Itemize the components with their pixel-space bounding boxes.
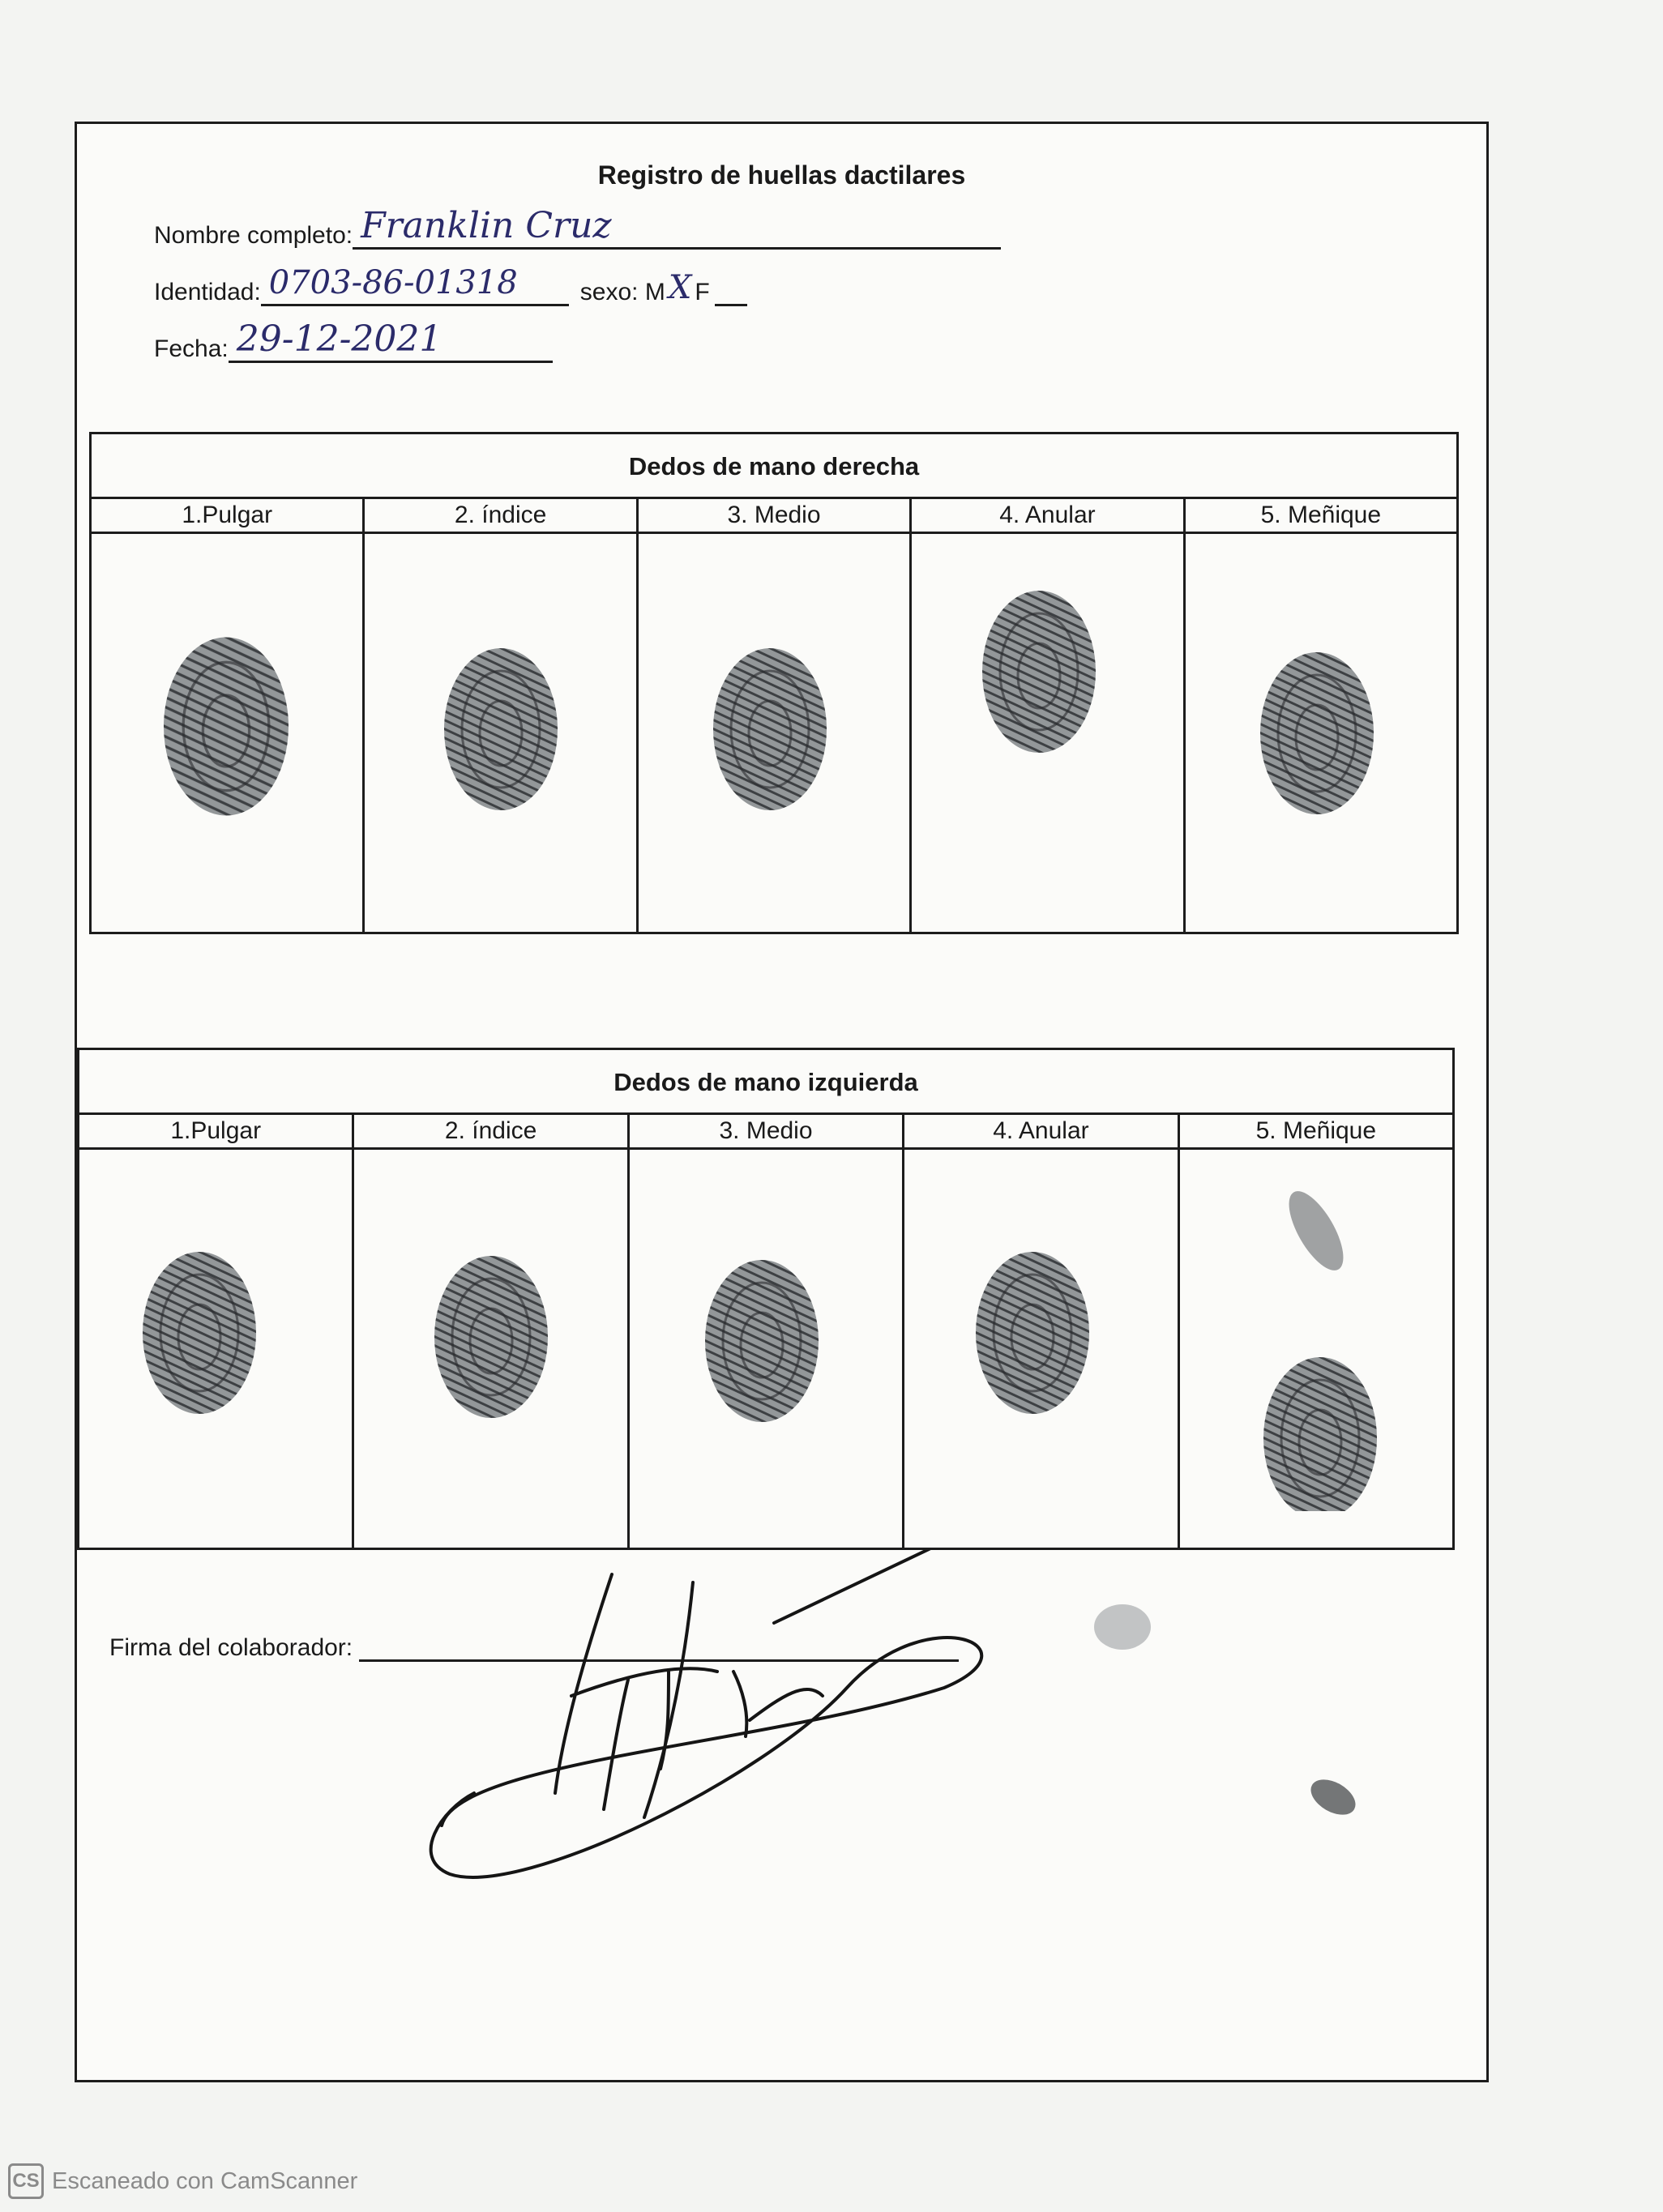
nombre-label: Nombre completo: — [154, 222, 353, 249]
left-finger-1-label: 1.Pulgar — [79, 1115, 352, 1150]
scanner-watermark-text: Escaneado con CamScanner — [52, 2167, 358, 2194]
signature-label: Firma del colaborador: — [109, 1634, 353, 1661]
ink-smudge-icon — [1297, 1765, 1370, 1830]
sexo-check-mark: X — [668, 269, 692, 306]
right-finger-1-label: 1.Pulgar — [92, 499, 362, 534]
fingerprint-icon — [426, 1248, 556, 1450]
fingerprint-icon — [1252, 644, 1390, 822]
identidad-value: 0703-86-01318 — [261, 262, 569, 306]
fingerprint-icon — [1255, 1349, 1377, 1511]
fingerprint-icon — [135, 1244, 297, 1454]
left-finger-2-label: 2. índice — [354, 1115, 626, 1150]
right-finger-5-label: 5. Meñique — [1186, 499, 1456, 534]
form-title: Registro de huellas dactilares — [597, 160, 966, 190]
ink-smudge-icon — [1078, 1591, 1167, 1663]
left-finger-5-label: 5. Meñique — [1180, 1115, 1452, 1150]
left-finger-3-label: 3. Medio — [630, 1115, 902, 1150]
left-finger-1 — [79, 1115, 354, 1548]
fingerprint-icon — [968, 1244, 1114, 1454]
right-hand-columns — [92, 499, 1456, 932]
right-finger-3-label: 3. Medio — [639, 499, 909, 534]
sexo-m-option: M — [644, 279, 665, 305]
right-finger-4-label: 4. Anular — [912, 499, 1182, 534]
right-hand-title: Dedos de mano derecha — [92, 434, 1456, 499]
identidad-field — [154, 262, 747, 306]
fingerprint-icon — [974, 583, 1120, 777]
fingerprint-icon — [436, 640, 566, 826]
camscanner-logo-icon: CS — [8, 2163, 44, 2199]
right-hand-block — [89, 432, 1459, 934]
fecha-value: 29-12-2021 — [229, 318, 553, 363]
sexo-f-blank — [715, 280, 747, 306]
fingerprint-form — [75, 122, 1489, 2082]
left-hand-columns — [79, 1115, 1452, 1548]
sexo-label: sexo: — [579, 279, 639, 305]
right-finger-4 — [912, 499, 1185, 932]
right-finger-5 — [1186, 499, 1456, 932]
fingerprint-icon — [705, 640, 843, 826]
left-finger-4-label: 4. Anular — [904, 1115, 1177, 1150]
right-finger-2 — [365, 499, 638, 932]
right-finger-2-label: 2. índice — [365, 499, 635, 534]
sexo-f-option: F — [695, 279, 710, 305]
left-finger-2 — [354, 1115, 629, 1548]
scanner-footer — [8, 2163, 357, 2199]
fecha-label: Fecha: — [154, 335, 229, 362]
left-finger-5 — [1180, 1115, 1452, 1548]
nombre-field — [154, 205, 1001, 250]
identidad-label: Identidad: — [154, 279, 261, 305]
left-finger-4 — [904, 1115, 1179, 1548]
sexo-field — [580, 269, 747, 306]
right-finger-3 — [639, 499, 912, 932]
fingerprint-icon — [146, 624, 308, 843]
fingerprint-icon — [697, 1252, 835, 1446]
right-finger-1 — [92, 499, 365, 932]
fecha-field — [154, 318, 553, 363]
left-hand-block — [77, 1048, 1455, 1550]
left-finger-3 — [630, 1115, 904, 1548]
fingerprint-smudge-icon — [1259, 1186, 1373, 1275]
left-hand-title: Dedos de mano izquierda — [79, 1050, 1452, 1115]
nombre-value: Franklin Cruz — [353, 205, 1001, 250]
signature-scribble — [425, 1550, 1009, 1907]
